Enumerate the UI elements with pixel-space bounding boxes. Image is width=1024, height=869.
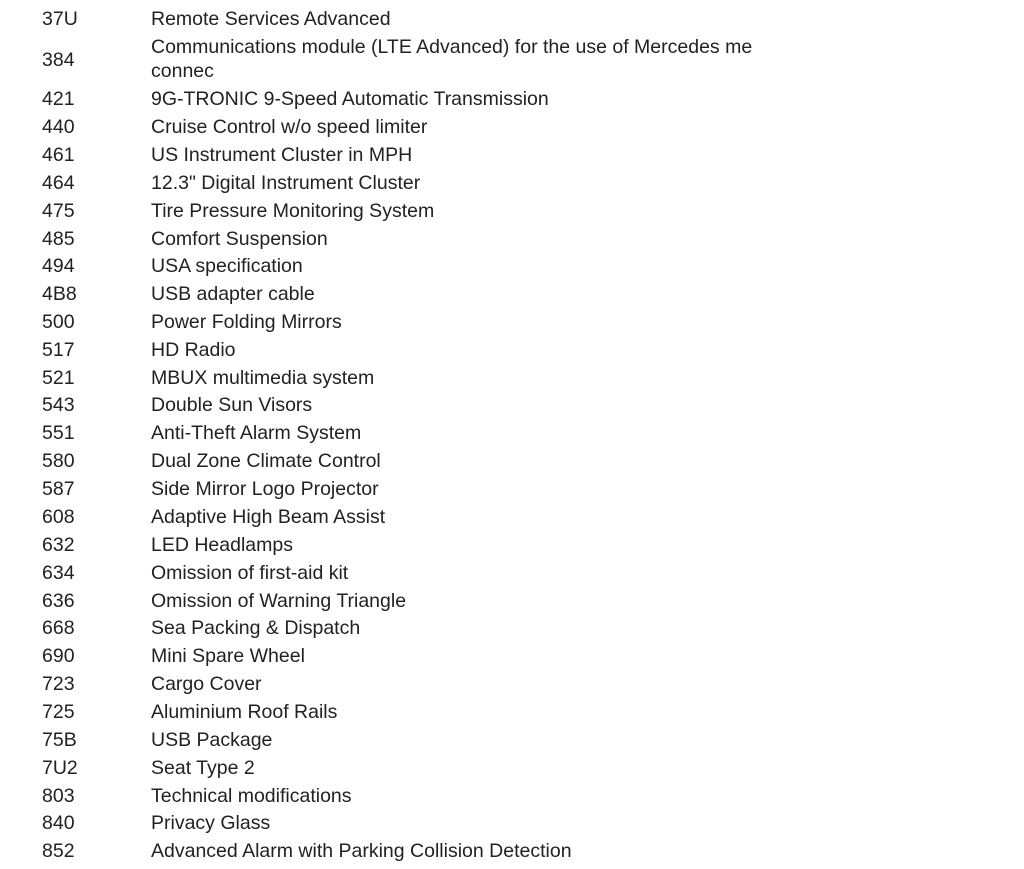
option-description: LED Headlamps bbox=[151, 534, 293, 556]
option-code: 384 bbox=[42, 49, 75, 71]
option-description: Technical modifications bbox=[151, 785, 352, 807]
option-description: Tire Pressure Monitoring System bbox=[151, 200, 435, 222]
option-description: Dual Zone Climate Control bbox=[151, 450, 381, 472]
option-code: 475 bbox=[42, 200, 75, 222]
option-description: Privacy Glass bbox=[151, 812, 271, 834]
option-code: 632 bbox=[42, 534, 75, 556]
option-description: Double Sun Visors bbox=[151, 394, 313, 416]
option-code: 668 bbox=[42, 617, 75, 639]
option-code: 690 bbox=[42, 645, 75, 667]
option-description: Advanced Alarm with Parking Collision Detection bbox=[151, 840, 572, 862]
option-description-line: connec bbox=[151, 60, 214, 82]
option-code: 75B bbox=[42, 729, 77, 751]
option-description: Anti-Theft Alarm System bbox=[151, 422, 362, 444]
option-code: 852 bbox=[42, 840, 75, 862]
option-description: MBUX multimedia system bbox=[151, 367, 375, 389]
option-description: Cargo Cover bbox=[151, 673, 262, 695]
option-code: 521 bbox=[42, 367, 75, 389]
option-code: 440 bbox=[42, 116, 75, 138]
option-description bbox=[151, 35, 791, 83]
option-code: 608 bbox=[42, 506, 75, 528]
option-code: 517 bbox=[42, 339, 75, 361]
option-description: Seat Type 2 bbox=[151, 757, 255, 779]
option-code: 587 bbox=[42, 478, 75, 500]
option-description: 12.3" Digital Instrument Cluster bbox=[151, 172, 421, 194]
option-description: 9G-TRONIC 9-Speed Automatic Transmission bbox=[151, 88, 549, 110]
option-description: Remote Services Advanced bbox=[151, 8, 391, 30]
option-description: Omission of Warning Triangle bbox=[151, 590, 407, 612]
option-description: Omission of first-aid kit bbox=[151, 562, 349, 584]
option-description: Side Mirror Logo Projector bbox=[151, 478, 379, 500]
option-description-line: Communications module (LTE Advanced) for the use of Mercedes me bbox=[151, 36, 753, 58]
option-description: Sea Packing & Dispatch bbox=[151, 617, 361, 639]
option-code: 485 bbox=[42, 228, 75, 250]
option-code: 494 bbox=[42, 255, 75, 277]
option-code: 4B8 bbox=[42, 283, 77, 305]
option-code: 7U2 bbox=[42, 757, 78, 779]
option-description: USB adapter cable bbox=[151, 283, 315, 305]
option-description: HD Radio bbox=[151, 339, 236, 361]
option-code: 500 bbox=[42, 311, 75, 333]
option-description: USB Package bbox=[151, 729, 273, 751]
option-code: 634 bbox=[42, 562, 75, 584]
option-code: 551 bbox=[42, 422, 75, 444]
option-description: Aluminium Roof Rails bbox=[151, 701, 338, 723]
option-code: 723 bbox=[42, 673, 75, 695]
option-code: 840 bbox=[42, 812, 75, 834]
option-description: Mini Spare Wheel bbox=[151, 645, 305, 667]
option-code: 636 bbox=[42, 590, 75, 612]
option-description: Cruise Control w/o speed limiter bbox=[151, 116, 428, 138]
option-description: Comfort Suspension bbox=[151, 228, 328, 250]
option-description: USA specification bbox=[151, 255, 303, 277]
option-code: 37U bbox=[42, 8, 78, 30]
option-code: 464 bbox=[42, 172, 75, 194]
option-code: 803 bbox=[42, 785, 75, 807]
option-description: US Instrument Cluster in MPH bbox=[151, 144, 413, 166]
option-code: 725 bbox=[42, 701, 75, 723]
option-description: Power Folding Mirrors bbox=[151, 311, 342, 333]
option-code: 543 bbox=[42, 394, 75, 416]
option-code: 421 bbox=[42, 88, 75, 110]
option-description: Adaptive High Beam Assist bbox=[151, 506, 386, 528]
option-code: 461 bbox=[42, 144, 75, 166]
option-code: 580 bbox=[42, 450, 75, 472]
